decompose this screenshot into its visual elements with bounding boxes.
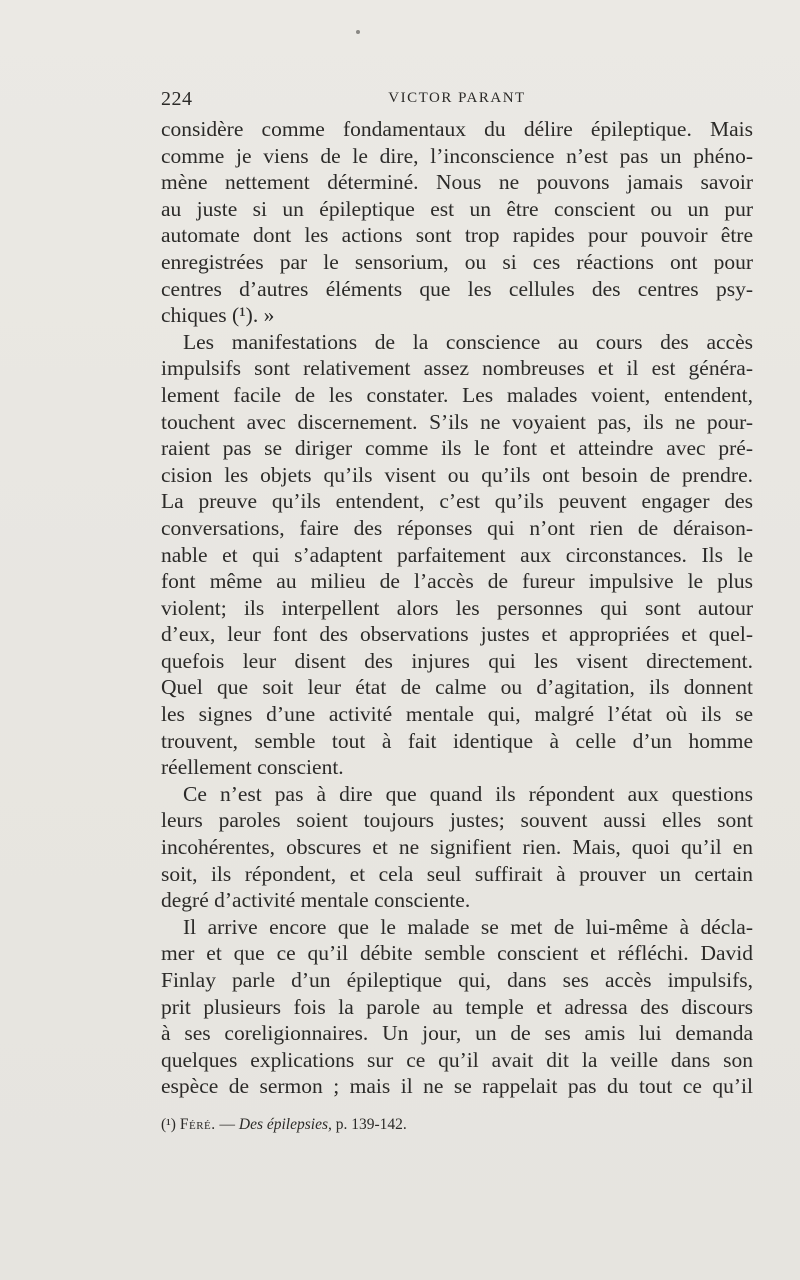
text-line: réellement conscient.: [161, 755, 344, 780]
text-line: incohérentes, obscures et ne signifient rien. Mais, quoi qu’il en: [161, 835, 753, 860]
text-line: Il arrive encore que le malade se met de lui-même à décla-: [183, 914, 753, 939]
text-line: cision les objets qu’ils visent ou qu’ils ont besoin de prendre.: [161, 462, 753, 487]
text-line: d’eux, leur font des observations justes et appropriées et quel-: [161, 622, 753, 647]
footnote-pages: p. 139-142.: [331, 1116, 407, 1133]
text-line: considère comme fondamentaux du délire épileptique. Mais: [161, 117, 753, 141]
paper-speck: [356, 30, 360, 34]
text-line: quelques explications sur ce qu’il avait dit la veille dans son: [161, 1047, 753, 1072]
text-line: mer et que ce qu’il débite semble conscient et réfléchi. David: [161, 941, 753, 966]
footnote-author: Féré.: [179, 1116, 216, 1133]
text-line: Ce n’est pas à dire que quand ils répondent aux questions: [183, 781, 753, 806]
body-text: [161, 116, 753, 1100]
text-line: chiques (¹). »: [161, 303, 275, 328]
text-line: nable et qui s’adaptent parfaitement aux circonstances. Ils le: [161, 542, 753, 567]
text-line: touchent avec discernement. S’ils ne voyaient pas, ils ne pour-: [161, 409, 753, 434]
text-line: lement facile de les constater. Les malades voient, entendent,: [161, 382, 753, 407]
text-line: au juste si un épileptique est un être conscient ou un pur: [161, 196, 753, 221]
text-line: les signes d’une activité mentale qui, malgré l’état où ils se: [161, 702, 753, 727]
text-line: impulsifs sont relativement assez nombreuses et il est généra-: [161, 356, 753, 381]
text-line: trouvent, semble tout à fait identique à celle d’un homme: [161, 728, 753, 753]
text-line: Les manifestations de la conscience au cours des accès: [183, 329, 753, 354]
footnote: [161, 1116, 407, 1134]
text-line: font même au milieu de l’accès de fureur impulsive le plus: [161, 569, 753, 594]
text-line: violent; ils interpellent alors les personnes qui sont autour: [161, 595, 753, 620]
footnote-marker: (¹): [161, 1116, 176, 1133]
text-line: prit plusieurs fois la parole au temple et adressa des discours: [161, 994, 753, 1019]
text-line: raient pas se diriger comme ils le font et atteindre avec pré-: [161, 436, 753, 461]
text-line: degré d’activité mentale consciente.: [161, 888, 471, 913]
text-line: automate dont les actions sont trop rapides pour pouvoir être: [161, 223, 753, 248]
footnote-title: Des épilepsies,: [238, 1116, 332, 1133]
running-head: VICTOR PARANT: [388, 90, 526, 106]
text-line: à ses coreligionnaires. Un jour, un de ses amis lui demanda: [161, 1021, 753, 1046]
text-line: mène nettement déterminé. Nous ne pouvons jamais savoir: [161, 170, 753, 195]
footnote-separator: —: [215, 1116, 239, 1133]
page-number: 224: [161, 88, 193, 110]
text-line: espèce de sermon ; mais il ne se rappelait pas du tout ce qu’il: [161, 1074, 753, 1099]
text-line: conversations, faire des réponses qui n’ont rien de déraison-: [161, 515, 753, 540]
text-line: Quel que soit leur état de calme ou d’agitation, ils donnent: [161, 675, 753, 700]
text-line: enregistrées par le sensorium, ou si ces réactions ont pour: [161, 249, 753, 274]
text-line: Finlay parle d’un épileptique qui, dans ses accès impulsifs,: [161, 968, 753, 992]
text-line: centres d’autres éléments que les cellules des centres psy-: [161, 276, 753, 301]
text-line: leurs paroles soient toujours justes; souvent aussi elles sont: [161, 808, 753, 833]
text-line: quefois leur disent des injures qui les visent directement.: [161, 648, 753, 673]
text-line: comme je viens de le dire, l’inconscience n’est pas un phéno-: [161, 143, 753, 168]
page-header: [161, 88, 753, 114]
text-line: soit, ils répondent, et cela seul suffirait à prouver un certain: [161, 861, 753, 886]
text-line: La preuve qu’ils entendent, c’est qu’ils peuvent engager des: [161, 489, 753, 514]
